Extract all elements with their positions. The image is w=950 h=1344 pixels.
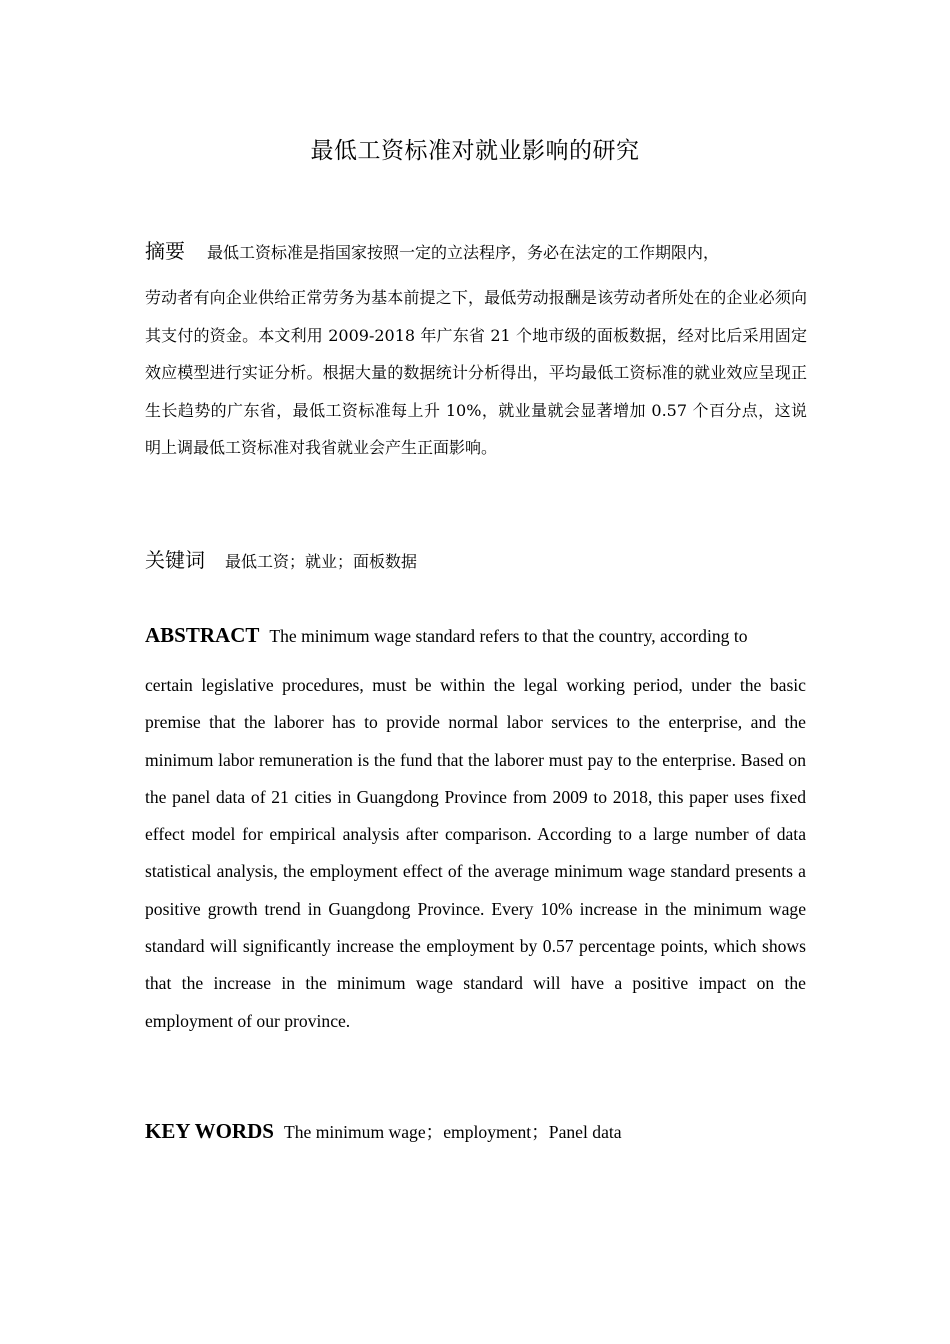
chinese-abstract-label: 摘要 [145, 239, 185, 263]
english-keywords [145, 1114, 806, 1149]
chinese-abstract [145, 231, 807, 467]
english-abstract-body: certain legislative procedures, must be within the legal working period, under the basic premise that the laborer has to provide normal labor services to the enterprise, and the minimum labor remuneration is the fund that the laborer must pay to the enterprise. Based on the panel data of 21 cities in Guangdong Province from 2009 to 2018, this paper uses fixed effect model for empirical analysis after comparison. According to a large number of data statistical analysis, the employment effect of the average minimum wage standard presents a positive growth trend in Guangdong Province. Every 10% increase in the minimum wage standard will significantly increase the employment by 0.57 percentage points, which shows that the increase in the minimum wage standard will have a positive impact on the employment of our province. [145, 675, 806, 1031]
english-keywords-text: The minimum wage；employment；Panel data [283, 1122, 622, 1142]
chinese-abstract-body: 劳动者有向企业供给正常劳务为基本前提之下，最低劳动报酬是该劳动者所处在的企业必须向其支付的资金。本文利用 2009-2018 年广东省 21 个地市级的面板数据，经对比后采用固定效应模型进行实证分析。根据大量的数据统计分析得出，平均最低工资标准的就业效应呈现正生长趋势的广东省，最低工资标准每上升 10%，就业量就会显著增加 0.57 个百分点，这说明上调最低工资标准对我省就业会产生正面影响。 [145, 288, 807, 457]
chinese-keywords [145, 543, 807, 579]
english-abstract [145, 617, 806, 1040]
english-keywords-label: KEY WORDS [145, 1119, 274, 1143]
english-abstract-first-line [145, 617, 806, 667]
chinese-keywords-label: 关键词 [145, 548, 205, 572]
chinese-keywords-text: 最低工资；就业；面板数据 [225, 552, 418, 571]
chinese-abstract-first-line [145, 231, 807, 279]
paper-title: 最低工资标准对就业影响的研究 [310, 138, 640, 164]
english-abstract-label: ABSTRACT [145, 623, 260, 647]
english-abstract-first-text: The minimum wage standard refers to that the country, according to [269, 626, 748, 646]
chinese-abstract-first-text: 最低工资标准是指国家按照一定的立法程序，务必在法定的工作期限内， [207, 243, 720, 262]
